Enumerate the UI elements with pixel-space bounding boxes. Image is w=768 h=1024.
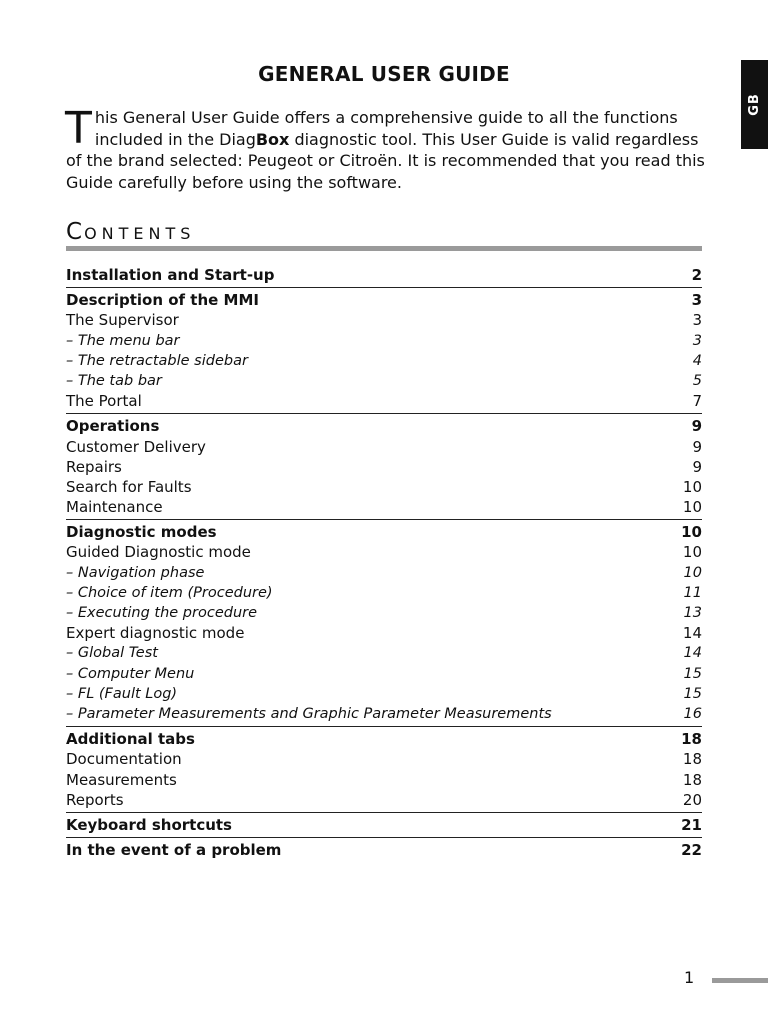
toc-entry[interactable] [66,331,702,351]
toc-entry-label: The Portal [66,392,142,411]
toc-entry[interactable] [66,477,702,497]
toc-entry-page: 10 [683,564,702,581]
toc-entry[interactable] [66,542,702,562]
toc-entry[interactable] [66,583,702,603]
toc-entry[interactable] [66,684,702,704]
intro-dropcap: T [65,103,92,154]
toc-entry-label: Expert diagnostic mode [66,624,245,643]
toc-entry-page: 2 [691,266,702,284]
toc-entry-label: Reports [66,790,124,809]
toc-entry-page: 10 [682,543,702,562]
toc-entry-page: 14 [683,645,702,662]
toc-entry-label: The Supervisor [66,311,179,330]
toc-divider [66,812,702,813]
toc-entry-page: 9 [692,437,702,456]
toc-entry-label: – Executing the procedure [66,605,258,621]
toc-divider [66,837,702,838]
toc-entry-label: Measurements [66,770,177,789]
toc-entry-page: 10 [682,498,702,517]
intro-paragraph [65,103,706,193]
toc-entry-page: 3 [691,291,702,310]
toc-divider [66,413,702,414]
toc-entry-label: Search for Faults [66,477,192,496]
toc-divider [66,519,702,520]
toc-entry-page: 11 [683,584,702,601]
document-title: GENERAL USER GUIDE [258,62,510,86]
toc-entry-label: – Computer Menu [66,665,195,682]
toc-entry[interactable] [66,310,702,330]
intro-text-part1: his General User Guide offers a comprehensive guide to all the functions included in the Diag [94,108,678,149]
contents-heading [66,219,195,245]
toc-entry-label: Documentation [66,750,182,769]
toc-entry[interactable] [66,749,702,769]
toc-entry-label: Guided Diagnostic mode [66,543,251,562]
language-tab-label: GB [747,93,762,116]
toc-entry-label: – Parameter Measurements and Graphic Parameter Measurements [66,705,552,722]
toc-entry[interactable] [66,603,702,623]
toc-entry-page: 22 [681,841,702,860]
toc-entry-page: 16 [683,705,702,722]
toc-entry-page: 3 [692,311,702,330]
toc-entry-page: 18 [681,730,702,749]
toc-entry[interactable] [66,497,702,517]
toc-entry-page: 7 [692,392,702,411]
contents-heading-initial: C [66,219,85,245]
toc-entry[interactable] [66,437,702,457]
toc-entry[interactable] [66,729,702,749]
toc-entry-label: – Navigation phase [66,564,205,581]
toc-entry[interactable] [66,704,702,724]
toc-entry-label: Description of the MMI [66,291,259,310]
toc-entry[interactable] [66,290,702,310]
toc-entry-page: 18 [682,770,702,789]
toc-entry[interactable] [66,563,702,583]
toc-entry[interactable] [66,391,702,411]
contents-rule [66,246,702,251]
toc-entry-label: – Global Test [66,645,158,662]
toc-entry-page: 15 [683,685,702,702]
toc-entry[interactable] [66,265,702,285]
toc-entry-page: 10 [681,523,702,542]
toc-divider [66,726,702,727]
toc-entry-label: Repairs [66,457,122,476]
toc-entry-page: 20 [682,790,702,809]
toc-entry-page: 15 [683,665,702,682]
intro-text-bold: Box [255,129,290,149]
toc-entry-label: Customer Delivery [66,437,206,456]
toc-entry[interactable] [66,840,702,860]
toc-entry-page: 3 [692,332,702,349]
toc-entry-label: – Choice of item (Procedure) [66,584,273,601]
contents-heading-rest: ONTENTS [84,224,196,243]
toc-entry[interactable] [66,643,702,663]
toc-entry-label: – The retractable sidebar [66,352,248,369]
toc-entry[interactable] [66,351,702,371]
toc-entry-page: 5 [692,372,702,389]
toc-entry-label: Installation and Start-up [66,266,275,284]
toc-entry-label: In the event of a problem [66,841,282,860]
toc-entry-page: 10 [682,477,702,496]
toc-entry-label: Diagnostic modes [66,523,217,542]
toc-entry[interactable] [66,522,702,542]
toc-entry[interactable] [66,371,702,391]
toc-entry-label: Operations [66,417,160,436]
toc-entry-page: 9 [691,417,702,436]
toc-entry-page: 9 [692,457,702,476]
toc-entry[interactable] [66,416,702,436]
toc-entry-page: 18 [682,750,702,769]
page-number: 1 [684,968,695,987]
toc-entry-label: Maintenance [66,498,163,517]
toc-entry-label: Keyboard shortcuts [66,815,232,834]
page-number-bar [712,978,768,983]
intro-text-part2: diagnostic tool. This User Guide is valid regardless of the brand selected: Peugeot or Citroën. It is recommended that you read this Guide carefully before using the software. [66,129,705,192]
toc-entry-page: 21 [681,815,702,834]
toc-entry-label: – FL (Fault Log) [66,685,178,702]
toc-entry[interactable] [66,790,702,810]
toc-entry[interactable] [66,457,702,477]
toc-entry-label: – The tab bar [66,372,162,389]
toc-entry[interactable] [66,815,702,835]
toc-divider [66,287,702,288]
toc-entry-label: – The menu bar [66,332,180,349]
toc-entry[interactable] [66,770,702,790]
toc-entry[interactable] [66,664,702,684]
toc-entry-page: 13 [683,605,702,621]
toc-entry-page: 14 [682,624,702,643]
table-of-contents [66,265,702,860]
toc-entry-label: Additional tabs [66,730,195,749]
toc-entry[interactable] [66,623,702,643]
toc-entry-page: 4 [692,352,702,369]
